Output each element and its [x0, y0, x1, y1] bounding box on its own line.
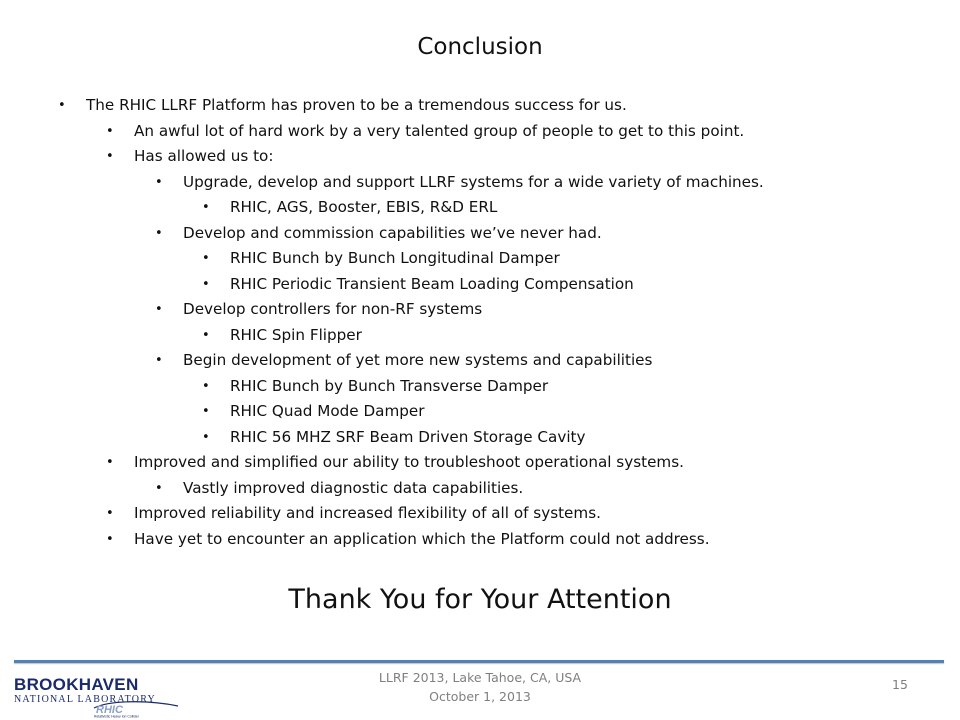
bullet-text: RHIC 56 MHZ SRF Beam Driven Storage Cavity — [230, 427, 586, 446]
brookhaven-rhic-logo — [10, 670, 180, 718]
footer-event-line: LLRF 2013, Lake Tahoe, CA, USA — [378, 670, 582, 685]
bullet-text: RHIC Periodic Transient Beam Loading Compensation — [230, 274, 634, 293]
bullet-dot-icon: • — [106, 149, 114, 164]
logo-program: RHIC — [96, 704, 123, 716]
logo-program-caption: Relativistic Heavy Ion Collider — [94, 714, 139, 718]
bullet-item — [0, 348, 960, 374]
logo-subtitle: NATIONAL LABORATORY — [14, 694, 156, 705]
bullet-text: RHIC Bunch by Bunch Longitudinal Damper — [230, 249, 560, 267]
bullet-text: Improved reliability and increased flexibility of all of systems. — [134, 504, 601, 522]
bullet-text: Upgrade, develop and support LLRF systems for a wide variety of machines. — [183, 172, 764, 191]
bullet-item — [0, 297, 960, 323]
bullet-item — [0, 93, 960, 119]
bullet-text: Begin development of yet more new systems and capabilities — [183, 351, 653, 369]
bullet-text: RHIC Bunch by Bunch Transverse Damper — [230, 376, 549, 395]
bullet-item — [0, 527, 960, 553]
bullet-text: Has allowed us to: — [134, 147, 274, 165]
bullet-dot-icon: • — [106, 506, 114, 521]
bullet-text: RHIC Quad Mode Damper — [230, 402, 425, 420]
slide-title: Conclusion — [417, 34, 543, 60]
bullet-text: Improved and simplified our ability to troubleshoot operational systems. — [134, 453, 684, 471]
bullet-text: RHIC Spin Flipper — [230, 325, 362, 344]
footer-date-line: October 1, 2013 — [429, 689, 531, 704]
bullet-item — [0, 476, 960, 502]
bullet-item — [0, 272, 960, 298]
bullet-dot-icon: • — [155, 353, 163, 368]
bullet-dot-icon: • — [202, 251, 210, 266]
bullet-dot-icon: • — [202, 276, 210, 292]
bullet-text: An awful lot of hard work by a very talented group of people to get to this point. — [134, 121, 745, 140]
bullet-item — [0, 374, 960, 400]
bullet-item — [0, 119, 960, 145]
bullet-dot-icon: • — [202, 327, 210, 343]
bullet-text: Have yet to encounter an application which the Platform could not address. — [134, 529, 710, 548]
bullet-dot-icon: • — [202, 200, 210, 215]
bullet-dot-icon: • — [106, 123, 114, 139]
bullet-item — [0, 195, 960, 221]
bullet-text: Vastly improved diagnostic data capabilities. — [183, 478, 524, 497]
bullet-item — [0, 144, 960, 170]
bullet-dot-icon: • — [155, 302, 163, 317]
bullet-item — [0, 425, 960, 451]
bullet-item — [0, 450, 960, 476]
bullet-text: RHIC, AGS, Booster, EBIS, R&D ERL — [230, 198, 498, 216]
bullet-text: Develop and commission capabilities we’ve never had. — [183, 223, 602, 242]
bullet-dot-icon: • — [155, 225, 163, 241]
bullet-item — [0, 323, 960, 349]
footer-event-info — [330, 668, 630, 706]
bullet-text: Develop controllers for non-RF systems — [183, 300, 483, 318]
bullet-dot-icon: • — [202, 404, 210, 419]
bullet-text: The RHIC LLRF Platform has proven to be a tremendous success for us. — [86, 96, 627, 114]
bullet-item — [0, 170, 960, 196]
bullet-dot-icon: • — [106, 531, 114, 547]
closing-message: Thank You for Your Attention — [288, 584, 672, 615]
bullet-dot-icon: • — [58, 98, 66, 113]
bullet-dot-icon: • — [202, 429, 210, 445]
bullet-list — [0, 93, 960, 552]
bullet-item — [0, 246, 960, 272]
bullet-dot-icon: • — [106, 455, 114, 470]
page-number: 15 — [892, 677, 908, 692]
bullet-item — [0, 221, 960, 247]
bullet-item — [0, 399, 960, 425]
bullet-dot-icon: • — [155, 174, 163, 190]
bullet-item — [0, 501, 960, 527]
bullet-dot-icon: • — [155, 480, 163, 496]
logo-wordmark: BROOKHAVEN — [14, 675, 139, 694]
bullet-dot-icon: • — [202, 378, 210, 394]
footer-divider — [14, 660, 944, 663]
